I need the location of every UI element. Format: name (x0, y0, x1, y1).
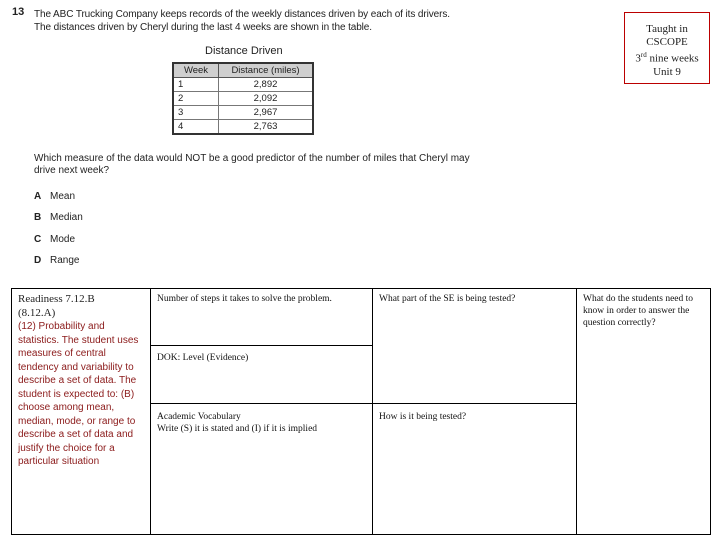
week-header: Week (173, 63, 219, 78)
week-cell: 1 (173, 78, 219, 92)
choice-text: Median (50, 212, 83, 223)
question-prompt: Which measure of the data would NOT be a good predictor of the number of miles that Cheryl may drive next week? (34, 153, 470, 176)
question-text: The ABC Trucking Company keeps records of the weekly distances driven by each of its drivers. The distances driven by Cheryl during the last 4 weeks are shown in the table. (34, 9, 450, 33)
choice-text: Mean (50, 191, 76, 202)
week-cell: 4 (173, 120, 219, 135)
readiness-code: (8.12.A) (18, 306, 56, 319)
question-number: 13 (12, 6, 25, 18)
table-row (173, 78, 313, 92)
se-tested-cell: What part of the SE is being tested? (379, 294, 516, 304)
answer-choice-b[interactable] (34, 212, 83, 223)
week-cell: 3 (173, 106, 219, 120)
dok-cell: DOK: Level (Evidence) (157, 353, 249, 363)
readiness-title: Readiness 7.12.B (18, 293, 95, 305)
readiness-text: (12) Probability and statistics. The student uses measures of central tendency and variability to describe a set of data. The student is expected to: (B) choose among mean, median, mode, or range to describe a set of data and justify the choice for a particular situation (18, 321, 139, 467)
choice-letter: C (34, 234, 42, 245)
distance-cell: 2,092 (219, 92, 314, 106)
taught-line2: CSCOPE (646, 36, 688, 48)
choice-letter: A (34, 191, 42, 202)
vocabulary-title: Academic Vocabulary (157, 412, 241, 422)
taught-in-box (624, 12, 710, 84)
week-cell: 2 (173, 92, 219, 106)
taught-line3: 3rd nine weeks (635, 51, 699, 65)
choice-letter: B (34, 212, 42, 223)
choice-text: Range (50, 255, 80, 266)
distance-cell: 2,763 (219, 120, 314, 135)
choice-letter: D (34, 255, 42, 266)
how-tested-cell: How is it being tested? (379, 412, 467, 422)
answer-choice-c[interactable] (34, 234, 75, 245)
answer-choice-a[interactable] (34, 191, 75, 202)
analysis-grid (11, 288, 711, 535)
vocabulary-text: Write (S) it is stated and (I) if it is implied (157, 424, 318, 434)
answer-choice-d[interactable] (34, 255, 79, 266)
distance-table (172, 62, 314, 135)
table-row (173, 92, 313, 106)
taught-line4: Unit 9 (653, 65, 681, 78)
distance-header: Distance (miles) (219, 63, 314, 78)
choice-text: Mode (50, 234, 76, 245)
table-row (173, 106, 313, 120)
taught-line1: Taught in (646, 23, 688, 35)
readiness-cell (18, 293, 144, 469)
distance-cell: 2,892 (219, 78, 314, 92)
distance-cell: 2,967 (219, 106, 314, 120)
vocabulary-cell (157, 411, 367, 435)
steps-cell: Number of steps it takes to solve the problem. (157, 294, 332, 304)
table-title: Distance Driven (205, 45, 283, 57)
need-to-know-cell: What do the students need to know in order to answer the question correctly? (583, 294, 694, 328)
table-row (173, 120, 313, 135)
